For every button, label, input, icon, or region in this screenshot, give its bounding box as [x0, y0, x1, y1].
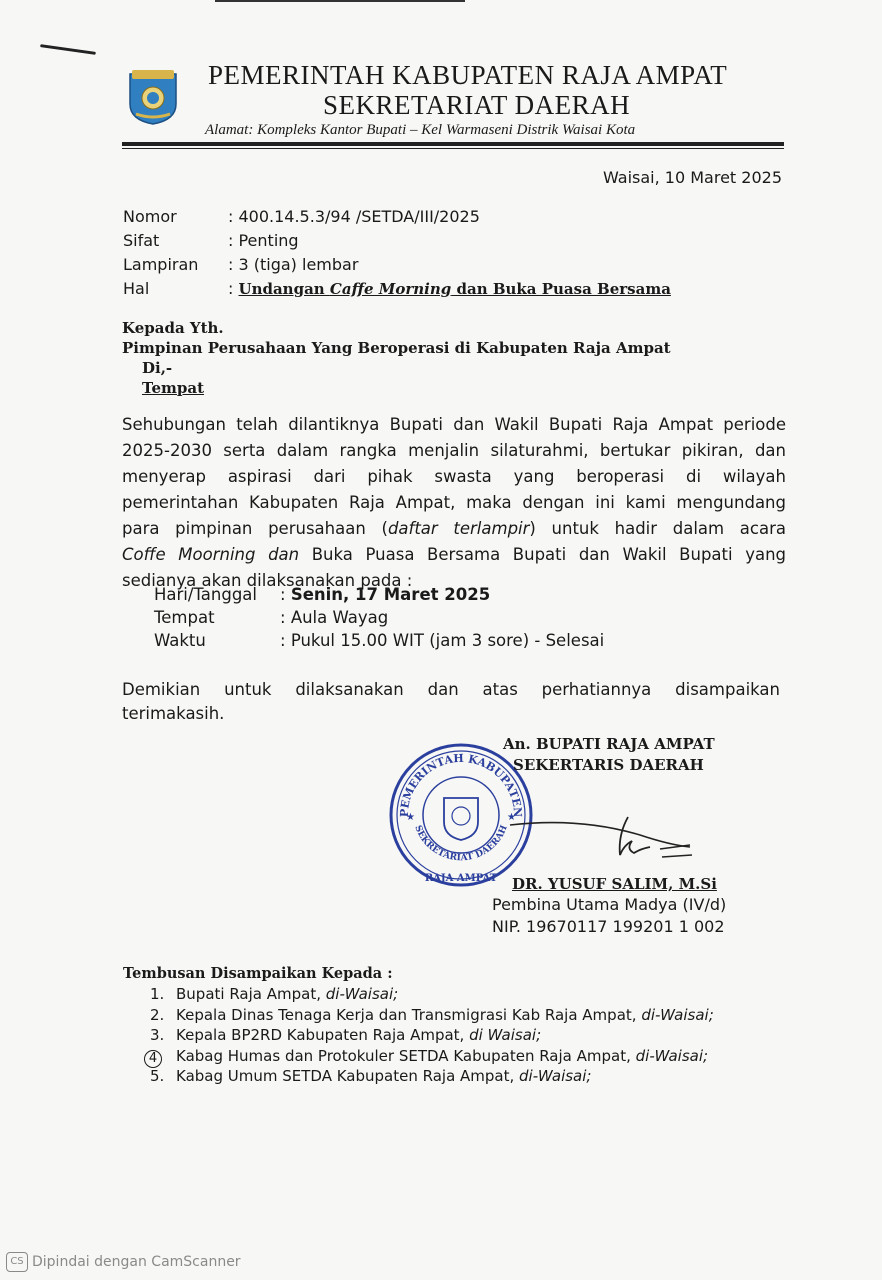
closing-line: terimakasih.	[122, 704, 225, 723]
svg-text:★: ★	[507, 812, 516, 823]
subject-pre: Undangan	[238, 280, 330, 298]
circled-number: 4	[144, 1050, 162, 1068]
body-line: Sehubungan telah dilantiknya Bupati dan Wakil Bupati Raja Ampat periode	[122, 415, 786, 434]
list-em: di Waisai;	[469, 1026, 542, 1044]
subject-em: Caffe Morning	[329, 280, 452, 298]
letter-date: Waisai, 10 Maret 2025	[602, 168, 782, 187]
closing-line: Demikian untuk dilaksanakan dan atas perhatiannya disampaikan	[122, 680, 780, 699]
body-line: 2025-2030 serta dalam rangka menjalin silaturahmi, bertukar pikiran, dan	[122, 441, 786, 460]
scanner-watermark-text: Dipindai dengan CamScanner	[32, 1254, 241, 1270]
list-em: di-Waisai;	[641, 1005, 714, 1024]
handwritten-signature-icon	[500, 805, 700, 875]
event-colon: :	[280, 631, 291, 650]
signatory-nip: NIP. 19670117 199201 1 002	[492, 917, 725, 936]
letterhead-government: PEMERINTAH KABUPATEN RAJA AMPAT	[208, 60, 728, 90]
body-line: menyerap aspirasi dari pihak swasta yang beroperasi di wilayah	[122, 467, 786, 486]
meta-value: : Penting	[228, 231, 299, 250]
body-line: pemerintahan Kabupaten Raja Ampat, maka dengan ini kami mengundang	[122, 493, 786, 512]
closing-paragraph	[122, 678, 780, 726]
list-item	[150, 1047, 714, 1068]
signatory-rank: Pembina Utama Madya (IV/d)	[492, 895, 727, 914]
event-value	[280, 631, 604, 650]
recipient-salutation: Kepada Yth.	[122, 319, 224, 337]
subject-post: dan Buka Puasa Bersama	[451, 280, 671, 298]
letterhead-rule	[122, 142, 784, 146]
list-em: di-Waisai;	[635, 1046, 709, 1065]
svg-text:★: ★	[406, 812, 415, 823]
stamp-base-text: RAJA AMPAT	[424, 873, 498, 884]
list-item	[150, 1067, 714, 1088]
signatory-name: DR. YUSUF SALIM, M.Si	[512, 875, 717, 893]
list-text: Kepala Dinas Tenaga Kerja dan Transmigrasi Kab Raja Ampat,	[176, 1005, 642, 1024]
meta-label: Hal	[123, 279, 150, 298]
body-line	[122, 542, 786, 568]
signatory-on-behalf: An. BUPATI RAJA AMPAT	[503, 735, 715, 753]
event-label: Tempat	[154, 608, 215, 627]
pen-mark	[40, 44, 96, 55]
recipient-block	[122, 318, 671, 398]
stamp-bottom-text: SEKRETARIAT DAERAH	[412, 823, 510, 864]
event-place-value: Aula Wayag	[290, 608, 389, 627]
recipient-place: Tempat	[142, 379, 204, 397]
scanner-watermark	[6, 1252, 241, 1272]
letterhead-rule-thin	[122, 148, 784, 149]
list-text: Kepala BP2RD Kabupaten Raja Ampat,	[176, 1026, 470, 1044]
letterhead-address: Alamat: Kompleks Kantor Bupati – Kel Warmaseni Distrik Waisai Kota	[205, 122, 636, 138]
list-em: di-Waisai;	[519, 1067, 592, 1085]
list-number: 5.	[150, 1067, 165, 1085]
meta-label: Lampiran	[123, 255, 199, 274]
meta-value: : 400.14.5.3/94 /SETDA/III/2025	[228, 207, 480, 226]
copies-list	[150, 985, 714, 1088]
subject-text	[238, 280, 670, 298]
regency-emblem-icon	[126, 68, 180, 126]
list-text: Bupati Raja Ampat,	[176, 985, 326, 1003]
body-text: Buka Puasa Bersama Bupati dan Wakil Bupati yang	[299, 545, 787, 564]
signatory-position: SEKERTARIS DAERAH	[513, 756, 704, 774]
recipient-at: Di,-	[142, 359, 173, 377]
camscanner-icon: CS	[6, 1252, 28, 1272]
meta-value: : 3 (tiga) lembar	[228, 255, 359, 274]
body-text: para pimpinan perusahaan (	[122, 519, 388, 538]
event-colon: :	[280, 585, 291, 604]
list-item	[150, 1006, 714, 1027]
list-item	[150, 1026, 714, 1047]
subject-colon: :	[228, 279, 239, 298]
meta-label: Nomor	[123, 207, 177, 226]
list-number: 2.	[150, 1005, 165, 1024]
meta-label: Sifat	[123, 231, 160, 250]
list-number: 3.	[150, 1026, 165, 1044]
list-number-circled	[150, 1047, 176, 1068]
list-number: 1.	[150, 985, 165, 1003]
copies-title: Tembusan Disampaikan Kepada :	[123, 965, 393, 982]
event-colon: :	[280, 608, 291, 627]
event-value	[280, 585, 490, 604]
letter-body	[122, 412, 786, 594]
letterhead-secretariat: SEKRETARIAT DAERAH	[323, 90, 631, 120]
event-date-value: Senin, 17 Maret 2025	[290, 585, 491, 604]
event-value	[280, 608, 388, 627]
stamp-top-text: PEMERINTAH KABUPATEN	[397, 751, 525, 818]
body-line	[122, 516, 786, 542]
list-item	[150, 985, 714, 1006]
body-line: sedianya akan dilaksanakan pada :	[122, 571, 413, 590]
body-em: Coffe Moorning dan	[122, 545, 300, 564]
list-text: Kabag Umum SETDA Kabupaten Raja Ampat,	[176, 1067, 520, 1085]
event-label: Waktu	[154, 631, 206, 650]
list-text: Kabag Humas dan Protokuler SETDA Kabupaten Raja Ampat,	[176, 1046, 636, 1065]
body-text: ) untuk hadir dalam acara	[529, 519, 786, 538]
body-em: daftar terlampir	[387, 519, 530, 538]
event-label: Hari/Tanggal	[154, 585, 258, 604]
list-em: di-Waisai;	[325, 985, 399, 1003]
svg-text:SEKRETARIAT DAERAH	[412, 824, 510, 864]
event-time-value: Pukul 15.00 WIT (jam 3 sore) - Selesai	[290, 631, 605, 650]
scan-edge-line	[215, 0, 465, 2]
subject-value	[228, 279, 671, 298]
recipient-name: Pimpinan Perusahaan Yang Beroperasi di Kabupaten Raja Ampat	[122, 339, 671, 357]
